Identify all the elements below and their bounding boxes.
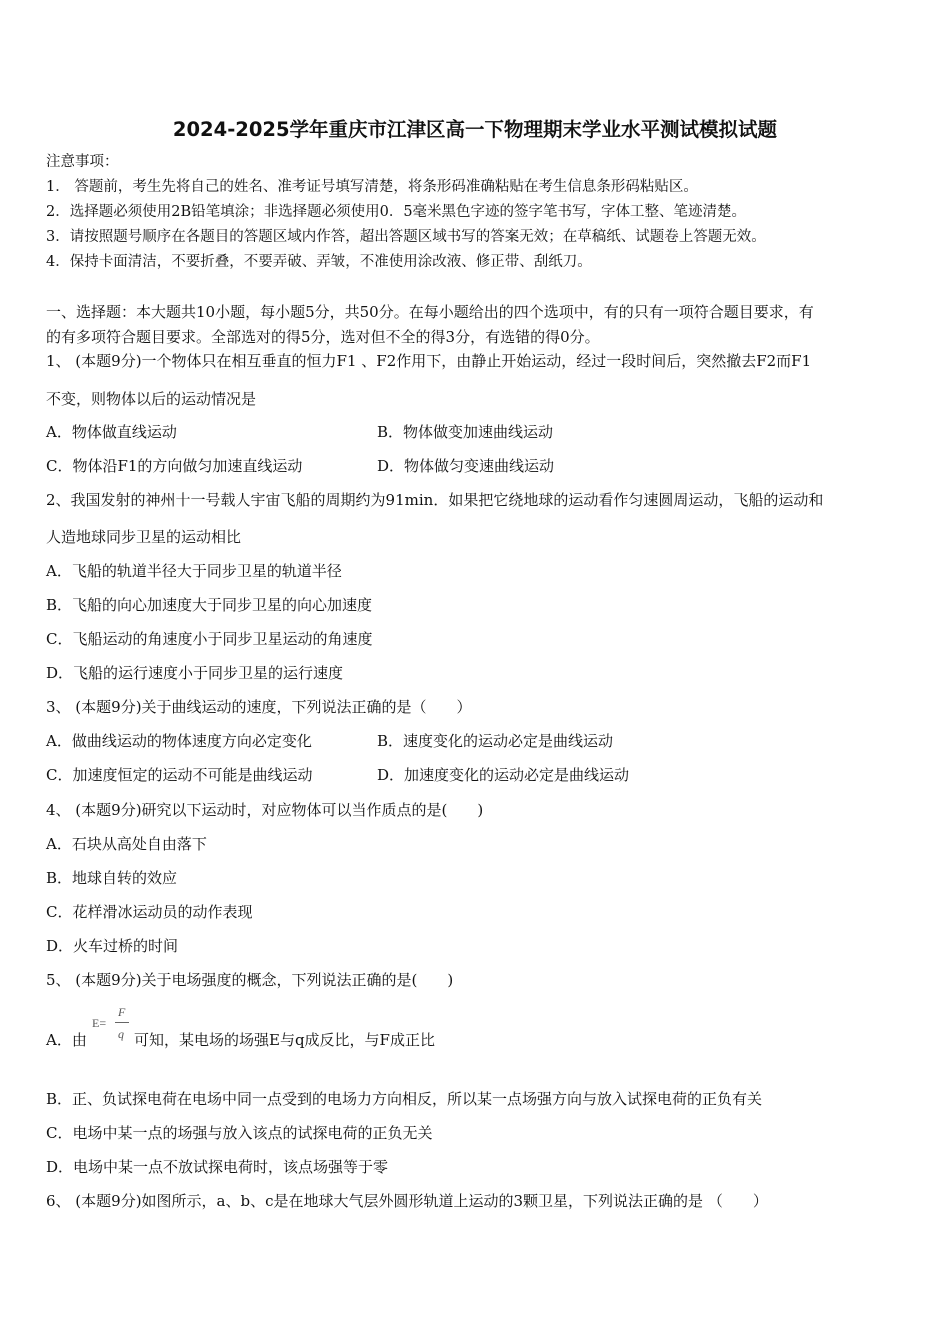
q5-option-d: D．电场中某一点不放试探电荷时，该点场强等于零 — [46, 1158, 389, 1176]
q5-option-c: C．电场中某一点的场强与放入该点的试探电荷的正负无关 — [46, 1124, 433, 1142]
q5-stem: 5、 (本题9分)关于电场强度的概念，下列说法正确的是( ) — [46, 971, 454, 989]
page-title: 2024-2025学年重庆市江津区高一下物理期末学业水平测试模拟试题 — [172, 118, 778, 141]
q2-stem-line-2: 人造地球同步卫星的运动相比 — [46, 528, 242, 546]
q4-stem: 4、 (本题9分)研究以下运动时，对应物体可以当作质点的是( ) — [46, 801, 484, 819]
q1-option-b: B．物体做变加速曲线运动 — [377, 423, 554, 441]
q2-option-d: D．飞船的运行速度小于同步卫星的运行速度 — [46, 664, 344, 682]
notice-item-3: 3．请按照题号顺序在各题目的答题区域内作答，超出答题区域书写的答案无效；在草稿纸、试题卷上答题无效。 — [46, 229, 766, 245]
q4-option-b: B．地球自转的效应 — [46, 869, 178, 887]
notice-item-2: 2．选择题必须使用2B铅笔填涂；非选择题必须使用0．5毫米黑色字迹的签字笔书写，字体工整、笔迹清楚。 — [46, 204, 747, 220]
q1-option-a: A．物体做直线运动 — [46, 423, 177, 441]
q5-option-a-suffix: 可知，某电场的场强E与q成反比，与F成正比 — [134, 1031, 435, 1049]
q5-option-a-prefix: A．由 — [46, 1031, 87, 1049]
q1-option-d: D．物体做匀变速曲线运动 — [377, 457, 555, 475]
q3-option-c: C．加速度恒定的运动不可能是曲线运动 — [46, 766, 313, 784]
q2-option-a: A．飞船的轨道半径大于同步卫星的轨道半径 — [46, 562, 342, 580]
q4-option-c: C．花样滑冰运动员的动作表现 — [46, 903, 253, 921]
q2-option-c: C．飞船运动的角速度小于同步卫星运动的角速度 — [46, 630, 373, 648]
q1-stem-line-2: 不变，则物体以后的运动情况是 — [46, 390, 257, 408]
q1-stem-line-1: 1、 (本题9分)一个物体只在相互垂直的恒力F1 、F2作用下，由静止开始运动，经过一段时间后，突然撤去F2而F1 — [46, 352, 812, 370]
q5-formula-lhs: E= — [92, 1016, 107, 1030]
q2-option-b: B．飞船的向心加速度大于同步卫星的向心加速度 — [46, 596, 373, 614]
notice-item-1: 1． 答题前，考生先将自己的姓名、准考证号填写清楚，将条形码准确粘贴在考生信息条形码粘贴区。 — [46, 179, 698, 195]
notice-heading: 注意事项： — [46, 154, 119, 170]
section-instructions-line-2: 的有多项符合题目要求。全部选对的得5分，选对但不全的得3分，有选错的得0分。 — [46, 328, 600, 346]
q4-option-d: D．火车过桥的时间 — [46, 937, 179, 955]
q3-option-a: A．做曲线运动的物体速度方向必定变化 — [46, 732, 312, 750]
notice-item-4: 4．保持卡面清洁，不要折叠，不要弄破、弄皱，不准使用涂改液、修正带、刮纸刀。 — [46, 254, 592, 270]
q4-option-a: A．石块从高处自由落下 — [46, 835, 207, 853]
q6-stem: 6、 (本题9分)如图所示，a、b、c是在地球大气层外圆形轨道上运动的3颗卫星，下列说法正确的是 （ ） — [46, 1192, 768, 1210]
q3-stem: 3、 (本题9分)关于曲线运动的速度，下列说法正确的是（ ） — [46, 698, 472, 716]
q2-stem-line-1: 2、我国发射的神州十一号载人宇宙飞船的周期约为91min．如果把它绕地球的运动看作匀速圆周运动，飞船的运动和 — [46, 491, 824, 509]
q5-formula-fraction-bar — [115, 1022, 129, 1023]
q3-option-d: D．加速度变化的运动必定是曲线运动 — [377, 766, 630, 784]
q1-option-c: C．物体沿F1的方向做匀加速直线运动 — [46, 457, 303, 475]
section-instructions-line-1: 一、选择题：本大题共10小题，每小题5分，共50分。在每小题给出的四个选项中，有的只有一项符合题目要求，有 — [46, 303, 814, 321]
q5-option-b: B．正、负试探电荷在电场中同一点受到的电场力方向相反，所以某一点场强方向与放入试探电荷的正负有关 — [46, 1090, 763, 1108]
q5-formula-denominator: q — [118, 1027, 124, 1041]
q3-option-b: B．速度变化的运动必定是曲线运动 — [377, 732, 614, 750]
q5-formula-numerator: F — [118, 1005, 126, 1019]
